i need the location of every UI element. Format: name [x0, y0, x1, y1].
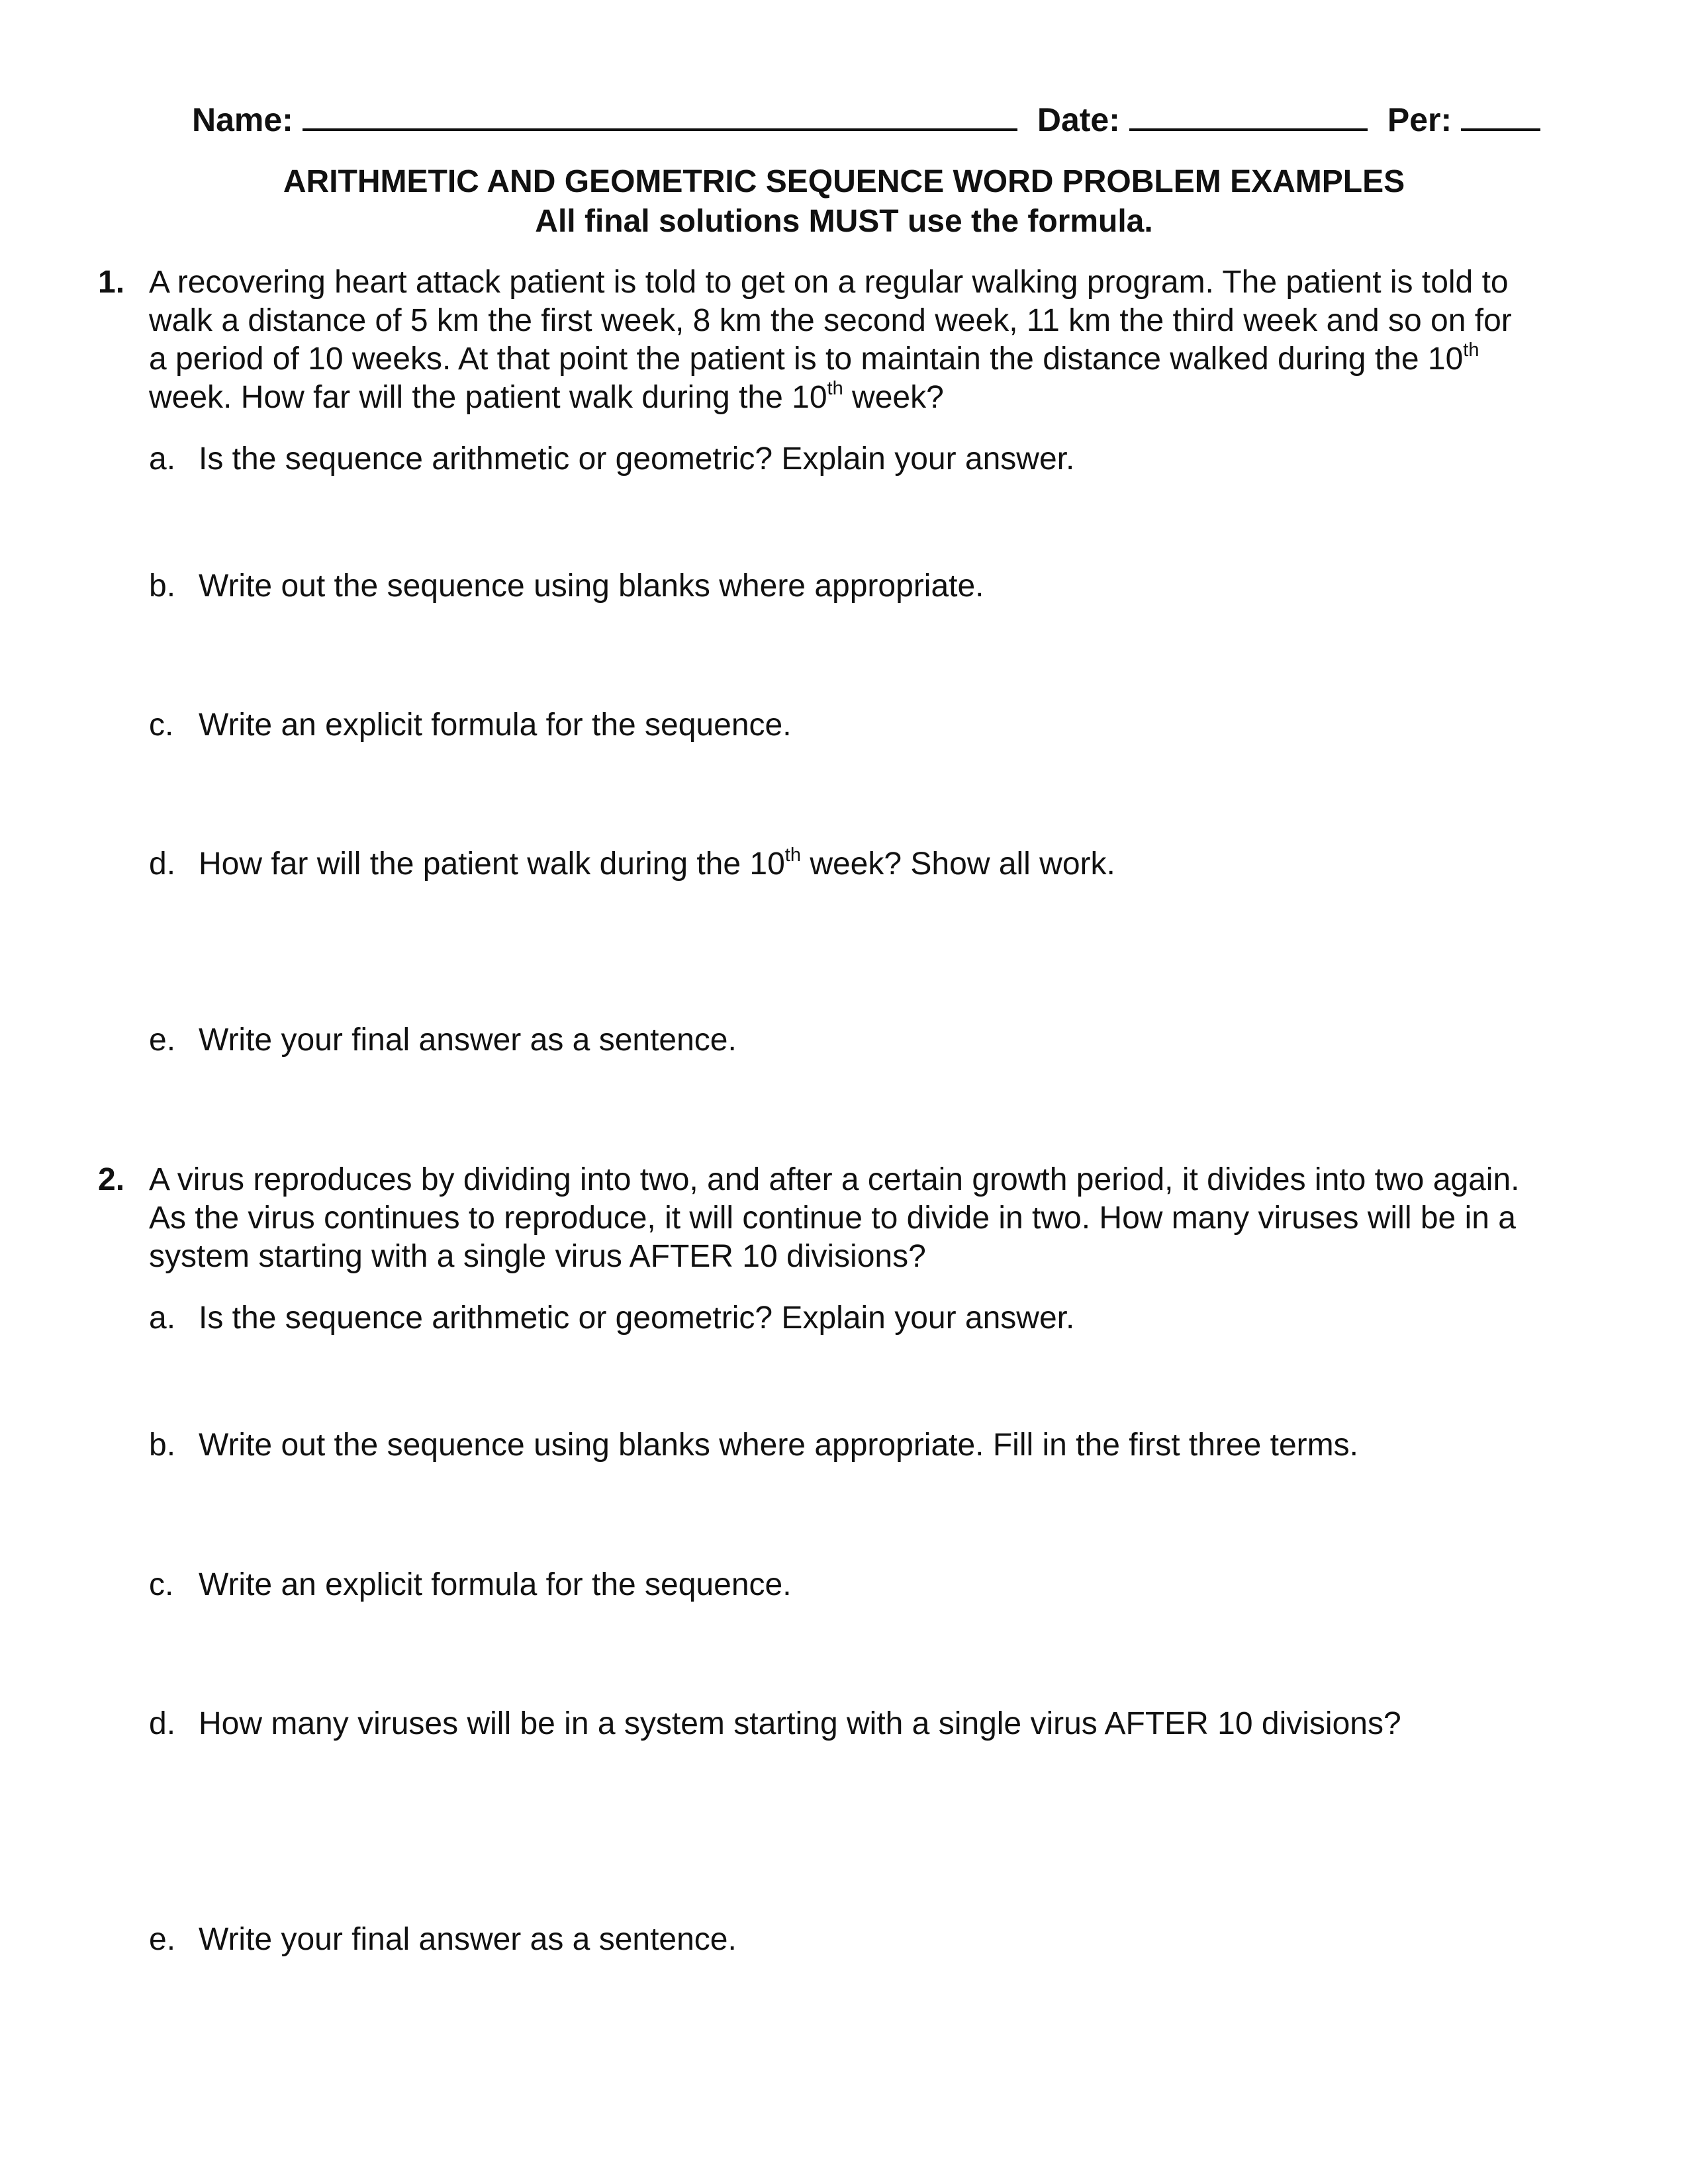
question-2-number: 2.	[98, 1162, 125, 1197]
date-label: Date:	[1037, 101, 1120, 138]
question-2-part-d: d. How many viruses will be in a system starting with a single virus AFTER 10 divisions?	[149, 1706, 1401, 1741]
question-2-line-3: system starting with a single virus AFTER 10 divisions?	[149, 1239, 926, 1274]
question-2-part-b: b. Write out the sequence using blanks where appropriate. Fill in the first three terms.	[149, 1428, 1358, 1463]
superscript-th: th	[827, 378, 843, 399]
question-1-line-3: a period of 10 weeks. At that point the patient is to maintain the distance walked during the 10th	[149, 340, 1479, 377]
question-2-text	[149, 1161, 1587, 1276]
question-2-part-a: a. Is the sequence arithmetic or geometric? Explain your answer.	[149, 1300, 1075, 1336]
question-1-text	[149, 263, 1587, 417]
question-1-part-e: e. Write your final answer as a sentence.	[149, 1023, 737, 1058]
question-1-part-c: c. Write an explicit formula for the sequence.	[149, 707, 792, 743]
question-1	[98, 263, 1587, 417]
question-1-line-2: walk a distance of 5 km the first week, 8 km the second week, 11 km the third week and so on for	[149, 303, 1512, 338]
question-2-part-e: e. Write your final answer as a sentence.	[149, 1922, 737, 1957]
question-1-number: 1.	[98, 265, 125, 300]
question-2-part-c: c. Write an explicit formula for the sequence.	[149, 1567, 792, 1602]
question-1-part-a: a. Is the sequence arithmetic or geometric? Explain your answer.	[149, 441, 1075, 477]
question-1-line-4: week. How far will the patient walk during the 10th week?	[149, 378, 944, 415]
name-label: Name:	[192, 101, 293, 138]
superscript-th: th	[784, 844, 801, 866]
title-instruction: All final solutions MUST use the formula.	[535, 204, 1153, 239]
question-2-line-2: As the virus continues to reproduce, it will continue to divide in two. How many viruses will be in a	[149, 1201, 1516, 1236]
question-1-part-d: d. How far will the patient walk during the 10th week? Show all work.	[149, 844, 1115, 882]
period-blank[interactable]	[1461, 99, 1540, 131]
worksheet-title	[0, 162, 1688, 242]
question-2-line-1: A virus reproduces by dividing into two, and after a certain growth period, it divides into two again.	[149, 1162, 1520, 1197]
question-1-line-1: A recovering heart attack patient is told to get on a regular walking program. The patient is told to	[149, 265, 1509, 300]
name-blank[interactable]	[303, 99, 1017, 131]
question-2	[98, 1161, 1587, 1276]
title-main: ARITHMETIC AND GEOMETRIC SEQUENCE WORD PROBLEM EXAMPLES	[283, 164, 1405, 199]
superscript-th: th	[1463, 340, 1479, 361]
period-label: Per:	[1387, 101, 1452, 138]
student-info-header	[192, 99, 1542, 140]
date-blank[interactable]	[1129, 99, 1368, 131]
question-1-part-b: b. Write out the sequence using blanks where appropriate.	[149, 569, 984, 604]
